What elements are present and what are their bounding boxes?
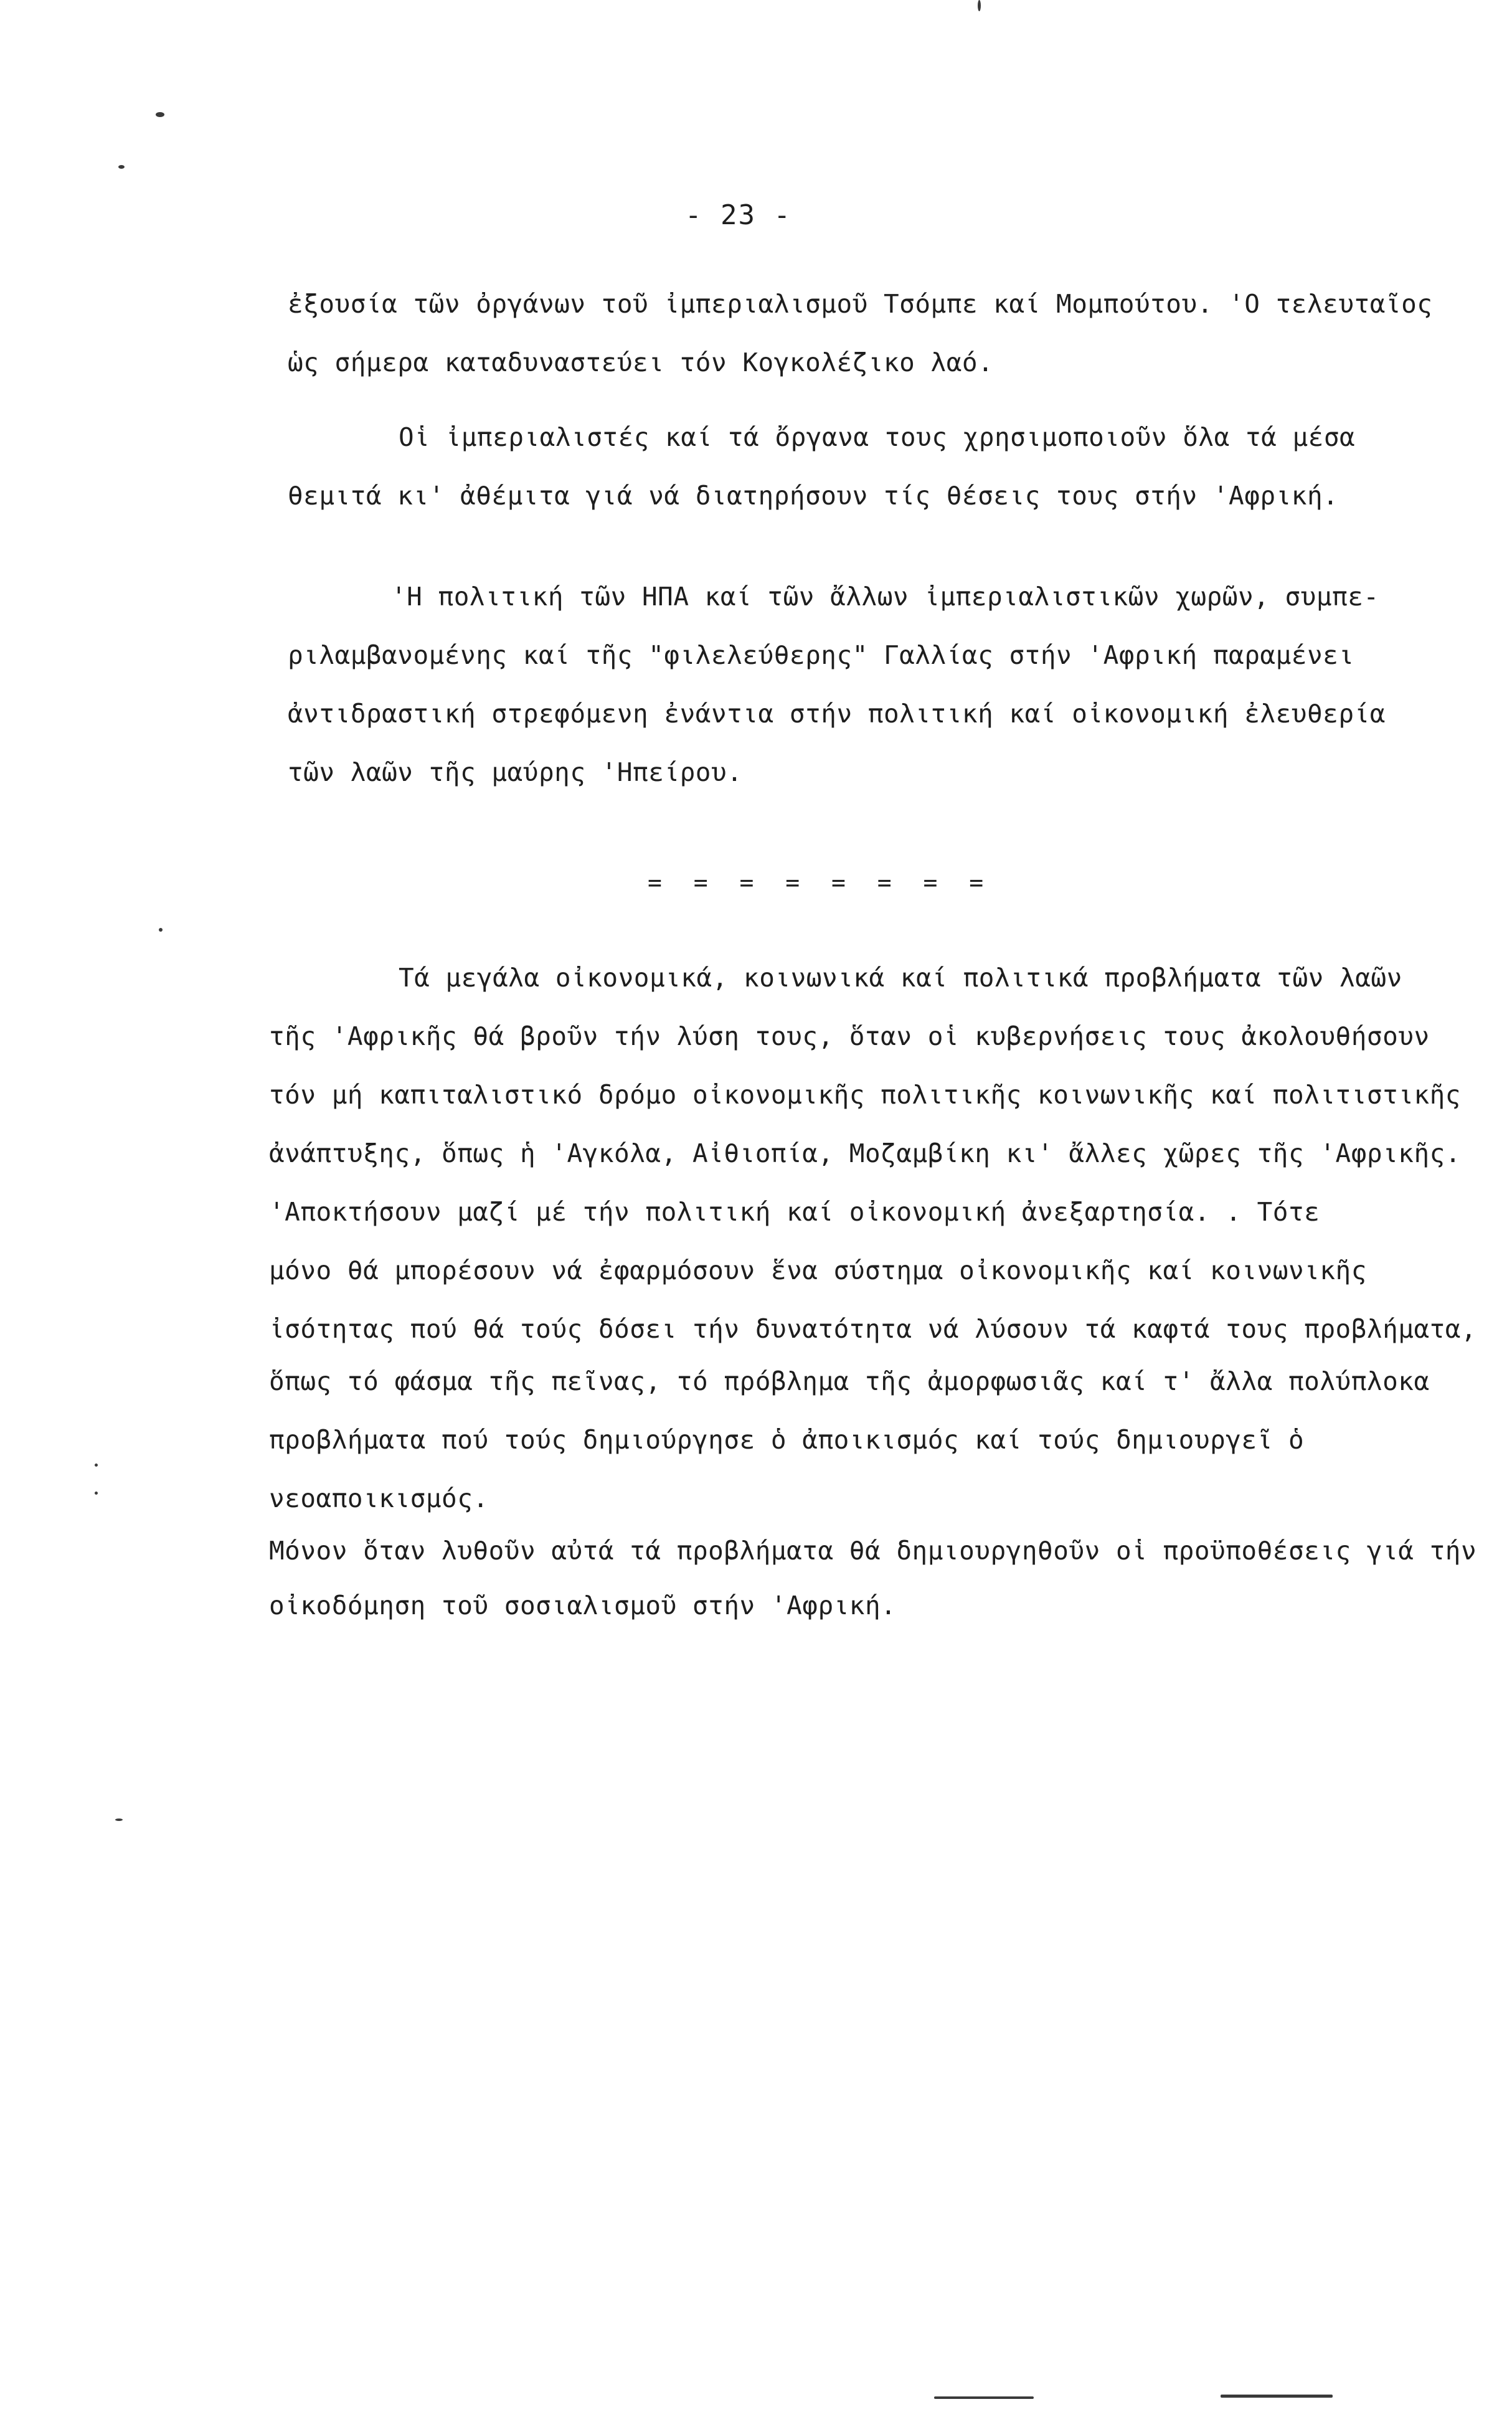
text-line: θεμιτά κι' ἀθέμιτα γιά νά διατηρήσουν τίς θέσεις τους στήν 'Αφρική. xyxy=(288,481,1339,511)
section-separator: = = = = = = = = xyxy=(648,869,993,896)
text-line: τῶν λαῶν τῆς μαύρης 'Ηπείρου. xyxy=(288,757,743,787)
text-line: 'Η πολιτική τῶν ΗΠΑ καί τῶν ἄλλων ἰμπεριαλιστικῶν χωρῶν, συμπε- xyxy=(391,582,1379,612)
scan-speck xyxy=(95,1464,98,1467)
scan-speck xyxy=(1221,2395,1333,2398)
text-line: ὡς σήμερα καταδυναστεύει τόν Κογκολέζικο λαό. xyxy=(288,348,994,377)
text-line: οἰκοδόμηση τοῦ σοσιαλισμοῦ στήν 'Αφρική. xyxy=(269,1591,897,1620)
text-line: νεοαποικισμός. xyxy=(269,1483,489,1513)
scan-speck xyxy=(115,1818,123,1821)
text-line: ἀνάπτυξης, ὅπως ἡ 'Αγκόλα, Αἰθιοπία, Μοζαμβίκη κι' ἄλλες χῶρες τῆς 'Αφρικῆς. xyxy=(269,1138,1461,1168)
text-line: ριλαμβανομένης καί τῆς "φιλελεύθερης" Γαλλίας στήν 'Αφρική παραμένει xyxy=(288,640,1354,670)
scan-speck xyxy=(978,0,981,11)
text-line: ἐξουσία τῶν ὀργάνων τοῦ ἰμπεριαλισμοῦ Τσόμπε καί Μομπούτου. 'Ο τελευταῖος xyxy=(288,289,1433,319)
scan-speck xyxy=(118,165,125,169)
scan-speck xyxy=(95,1492,98,1495)
text-line: Οἱ ἰμπεριαλιστές καί τά ὄργανα τους χρησιμοποιοῦν ὅλα τά μέσα xyxy=(399,422,1356,452)
page-number: - 23 - xyxy=(685,199,791,231)
text-line: ὅπως τό φάσμα τῆς πεῖνας, τό πρόβλημα τῆς ἀμορφωσιᾶς καί τ' ἄλλα πολύπλοκα xyxy=(269,1366,1430,1396)
text-line: τῆς 'Αφρικῆς θά βροῦν τήν λύση τους, ὅταν οἱ κυβερνήσεις τους ἀκολουθήσουν xyxy=(269,1021,1430,1051)
text-line: προβλήματα πού τούς δημιούργησε ὁ ἀποικισμός καί τούς δημιουργεῖ ὁ xyxy=(269,1425,1305,1455)
scan-speck xyxy=(934,2396,1034,2399)
text-line: Μόνον ὅταν λυθοῦν αὐτά τά προβλήματα θά δημιουργηθοῦν οἱ προϋποθέσεις γιά τήν xyxy=(269,1536,1477,1566)
text-line: Τά μεγάλα οἰκονομικά, κοινωνικά καί πολιτικά προβλήματα τῶν λαῶν xyxy=(399,963,1402,993)
text-line: ἀντιδραστική στρεφόμενη ἐνάντια στήν πολιτική καί οἰκονομική ἐλευθερία xyxy=(288,699,1386,729)
text-line: ἰσότητας πού θά τούς δόσει τήν δυνατότητα νά λύσουν τά καφτά τους προβλήματα, xyxy=(269,1314,1477,1344)
text-line: τόν μή καπιταλιστικό δρόμο οἰκονομικῆς πολιτικῆς κοινωνικῆς καί πολιτιστικῆς xyxy=(269,1080,1461,1110)
text-line: μόνο θά μπορέσουν νά ἐφαρμόσουν ἕνα σύστημα οἰκονομικῆς καί κοινωνικῆς xyxy=(269,1256,1367,1285)
scan-speck xyxy=(156,112,164,117)
text-line: 'Αποκτήσουν μαζί μέ τήν πολιτική καί οἰκονομική ἀνεξαρτησία. . Τότε xyxy=(269,1197,1320,1227)
scan-speck xyxy=(159,928,163,932)
